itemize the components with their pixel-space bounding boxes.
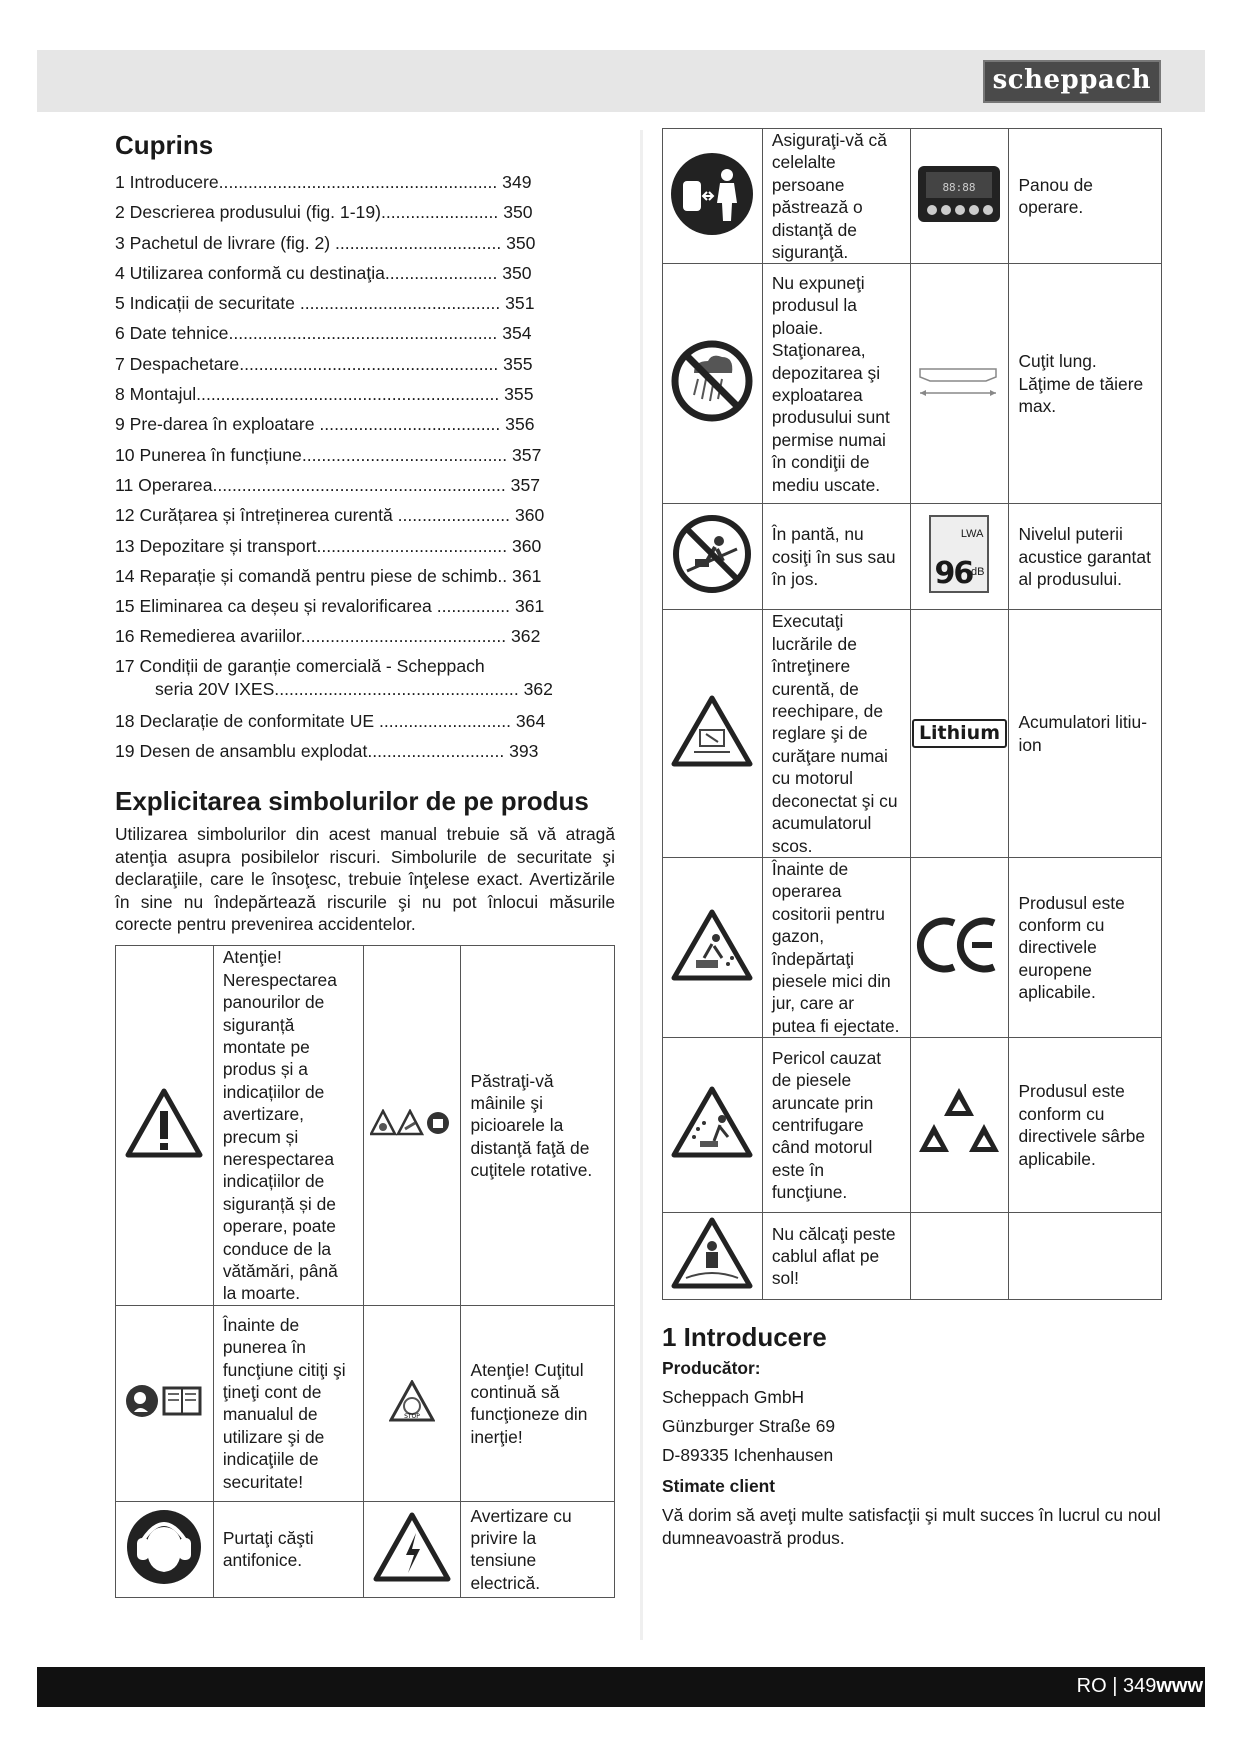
toc-item[interactable]: 18 Declarație de conformitate UE ........................... 364	[115, 710, 546, 731]
toc-item[interactable]: 15 Eliminarea ca deșeu și revalorificarea ............... 361	[115, 596, 545, 617]
toc-item[interactable]: 9 Pre-darea în exploatare ..................................... 356	[115, 414, 535, 435]
toc-item[interactable]: 1 Introducere......................................................... 349	[115, 172, 532, 192]
toc-item[interactable]: 10 Punerea în funcțiune.......................................... 357	[115, 444, 542, 465]
footer-bar	[37, 1667, 1205, 1707]
address-line: D-89335 Ichenhausen	[662, 1445, 834, 1466]
symbol-description: Acumulatori litiu-ion	[1009, 610, 1162, 857]
symbol-description: Atenţie! Cuţitul continuă să funcţioneze din inerţie!	[461, 1305, 615, 1501]
hand-blade-warning-icon	[363, 946, 461, 1306]
symbol-row	[116, 1305, 615, 1501]
toc-item[interactable]: 5 Indicații de securitate ......................................... 351	[115, 293, 535, 314]
toc-item-line: 17 Condiții de garanție comercială - Scheppach	[115, 655, 485, 676]
toc-title: Cuprins	[115, 130, 214, 160]
empty-cell	[1009, 1213, 1162, 1300]
svg-text:88:88: 88:88	[942, 180, 977, 194]
table-of-contents	[115, 167, 615, 766]
sound-unit: dB	[971, 565, 985, 578]
right-symbols-table	[662, 128, 1162, 1300]
lithium-battery-icon	[910, 610, 1009, 857]
symbol-description: Nivelul puterii acustice garantat al produsului.	[1009, 504, 1162, 610]
introduction-title: 1 Introducere	[662, 1322, 827, 1353]
symbol-description: Produsul este conform cu directivele europene aplicabile.	[1009, 857, 1162, 1037]
symbols-intro-text: Utilizarea simbolurilor din acest manual trebuie să vă atragă atenţia asupra posibilelor riscuri. Simbolurile de securitate şi declaraţiile, care le însoţesc, trebuie înţelese exact. Avertizările în sine nu îndepărtează riscurile şi nu pot înlocui măsurile corecte pentru prevenirea accidentelor.	[115, 824, 615, 934]
ear-protection-icon	[116, 1501, 214, 1597]
maintenance-warning-icon	[663, 610, 763, 857]
address-line: Günzburger Straße 69	[662, 1416, 836, 1437]
header-bar	[37, 50, 1205, 112]
toc-item[interactable]: 12 Curățarea și întreținerea curentă ....................... 360	[115, 505, 545, 526]
toc-item[interactable]: 3 Pachetul de livrare (fig. 2) .................................. 350	[115, 232, 536, 253]
column-divider	[640, 130, 643, 1640]
toc-item[interactable]: 14 Reparație și comandă pentru piese de schimb.. 361	[115, 565, 542, 586]
ce-mark-icon	[910, 857, 1009, 1037]
empty-cell	[910, 1213, 1009, 1300]
symbol-description: Cuţit lung. Lăţime de tăiere max.	[1009, 264, 1162, 504]
page-label: RO | 349	[1076, 1675, 1157, 1697]
symbol-row	[663, 857, 1162, 1037]
symbol-row	[663, 1038, 1162, 1213]
symbol-description: Avertizare cu privire la tensiune electrică.	[461, 1501, 615, 1597]
no-slope-mowing-icon	[663, 504, 763, 610]
toc-item[interactable]: 16 Remedierea avariilor.......................................... 362	[115, 626, 541, 647]
toc-item[interactable]: 8 Montajul.............................................................. 355	[115, 384, 534, 405]
website-fragment: www	[1156, 1675, 1203, 1697]
symbol-description: Nu călcaţi peste cablul aflat pe sol!	[762, 1213, 910, 1300]
symbols-section-title: Explicitarea simbolurilor de pe produs	[115, 786, 589, 817]
toc-item[interactable]: 4 Utilizarea conformă cu destinaţia....................... 350	[115, 262, 532, 283]
symbol-row	[116, 946, 615, 1306]
producer-label: Producător:	[662, 1358, 761, 1379]
symbol-description: Atenţie! Nerespectarea panourilor de siguranță montate pe produs și a indicațiilor de avertizare, precum și nerespectarea indicațiilor de siguranță și de operare, poate conduce de la vătămări, până la moarte.	[213, 946, 363, 1306]
toc-item[interactable]: 19 Desen de ansamblu explodat............................ 393	[115, 741, 539, 762]
svg-text:STOP: STOP	[404, 1412, 420, 1420]
symbol-description: Pericol cauzat de piesele aruncate prin centrifugare când motorul este în funcţiune.	[762, 1038, 910, 1213]
scheppach-logo: scheppach	[983, 60, 1161, 103]
toc-item[interactable]: 6 Date tehnice....................................................... 354	[115, 323, 532, 344]
symbol-description: În pantă, nu cosiţi în sus sau în jos.	[762, 504, 910, 610]
cable-warning-icon	[663, 1213, 763, 1300]
symbol-description: Înainte de operarea cositorii pentru gazon, îndepărtaţi piesele mici din jur, care ar putea fi ejectate.	[762, 857, 910, 1037]
sound-level-icon	[910, 504, 1009, 610]
symbol-description: Înainte de punerea în funcţiune citiţi şi ţineţi cont de manualul de utilizare şi de indicaţiile de securitate!	[213, 1305, 363, 1501]
toc-item-line: seria 20V IXES.................................................. 362	[155, 678, 553, 699]
no-rain-icon	[663, 264, 763, 504]
serbian-conformity-icon	[910, 1038, 1009, 1213]
symbol-description: Nu expuneţi produsul la ploaie. Staţionarea, depozitarea şi exploatarea produsului sunt permise numai în condiţii de mediu uscate.	[762, 264, 910, 504]
read-manual-icon	[116, 1305, 214, 1501]
symbol-row	[663, 1213, 1162, 1300]
greeting-label: Stimate client	[662, 1476, 776, 1497]
toc-item[interactable]: 7 Despachetare..................................................... 355	[115, 353, 533, 374]
symbol-description: Purtaţi căşti antifonice.	[213, 1501, 363, 1597]
lithium-badge: Lithium	[912, 719, 1007, 747]
greeting-text: Vă dorim să aveţi multe satisfacţii şi mult succes în lucrul cu noul dumneavoastră produs.	[662, 1505, 1161, 1548]
symbol-row	[663, 264, 1162, 504]
blade-inertia-icon	[363, 1305, 461, 1501]
sound-value: 96	[934, 555, 973, 591]
toc-item[interactable]: 11 Operarea............................................................ 357	[115, 474, 541, 495]
right-column	[662, 128, 1164, 1549]
blade-width-icon	[910, 264, 1009, 504]
symbol-description: Produsul este conform cu directivele sârbe aplicabile.	[1009, 1038, 1162, 1213]
page-number	[1077, 1675, 1203, 1698]
keep-distance-icon	[663, 129, 763, 264]
thrown-objects-icon	[663, 1038, 763, 1213]
left-column	[115, 128, 615, 1598]
symbol-description: Asiguraţi-vă că celelalte persoane păstrează o distanţă de siguranţă.	[762, 129, 910, 264]
left-symbols-table	[115, 945, 615, 1598]
symbol-row	[116, 1501, 615, 1597]
toc-item[interactable]: 13 Depozitare și transport....................................... 360	[115, 535, 542, 556]
producer-address	[662, 1383, 1164, 1470]
sound-label: LWA	[960, 528, 984, 541]
control-panel-icon	[910, 129, 1009, 264]
symbol-description: Păstraţi-vă mâinile şi picioarele la distanţă faţă de cuţitele rotative.	[461, 946, 615, 1306]
warning-exclamation-icon	[116, 946, 214, 1306]
toc-item[interactable]: 2 Descrierea produsului (fig. 1-19)........................ 350	[115, 202, 533, 223]
symbol-description: Executaţi lucrările de întreţinere curentă, de reechipare, de reglare şi de curăţare numai cu motorul deconectat şi cu acumulatorul scos.	[762, 610, 910, 857]
electric-voltage-icon	[363, 1501, 461, 1597]
symbol-row	[663, 129, 1162, 264]
symbol-row	[663, 504, 1162, 610]
symbol-description: Panou de operare.	[1009, 129, 1162, 264]
symbol-row	[663, 610, 1162, 857]
debris-warning-icon	[663, 857, 763, 1037]
toc-item[interactable]	[115, 652, 615, 706]
address-line: Scheppach GmbH	[662, 1387, 805, 1408]
